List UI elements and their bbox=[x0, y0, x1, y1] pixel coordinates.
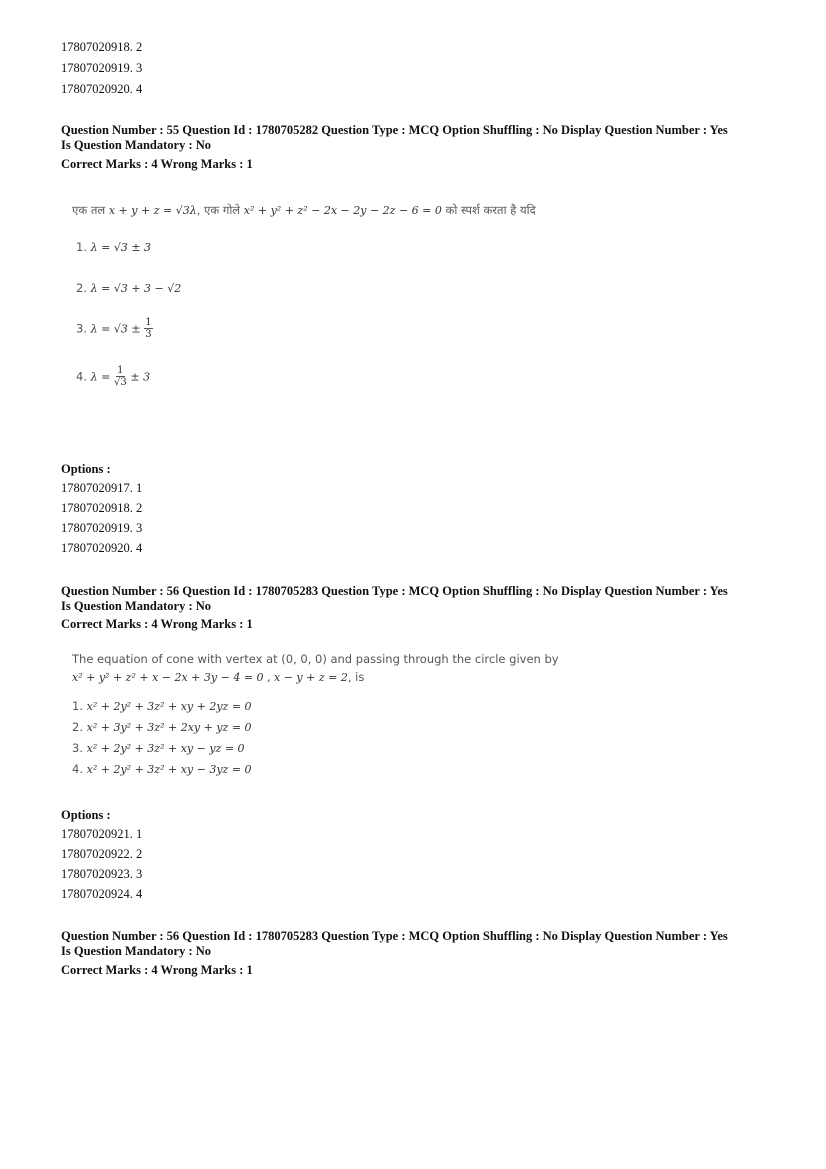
choice-number: 4. bbox=[72, 762, 83, 776]
choice-3 bbox=[72, 738, 559, 759]
fraction-denominator: √3 bbox=[113, 377, 127, 388]
question-56-image bbox=[72, 652, 559, 780]
question-text-line1: The equation of cone with vertex at (0, 0, 0) and passing through the circle given by bbox=[72, 652, 559, 666]
choice-text: λ = bbox=[90, 370, 111, 384]
choice-text: x² + 2y² + 3z² + xy − 3yz = 0 bbox=[86, 763, 252, 776]
choice-number: 3. bbox=[76, 321, 87, 336]
fraction-denominator: 3 bbox=[145, 329, 152, 340]
question-header-line1: Question Number : 56 Question Id : 1780705283 Question Type : MCQ Option Shuffling : No Display Question Number : Yes bbox=[61, 929, 728, 943]
fraction bbox=[114, 365, 127, 389]
choice-4 bbox=[72, 759, 559, 780]
circle-equation: x² + y² + z² + x − 2x + 3y − 4 = 0 , x − y + z = 2 bbox=[72, 671, 348, 684]
choice-2 bbox=[72, 717, 559, 738]
choice-number: 1. bbox=[72, 699, 83, 713]
question-text bbox=[72, 203, 536, 218]
question-text-mid: , एक गोले bbox=[196, 203, 241, 217]
option-line: 17807020918. 2 bbox=[61, 40, 143, 54]
choice-text: x² + 2y² + 3z² + xy + 2yz = 0 bbox=[86, 700, 252, 713]
question-mandatory: Is Question Mandatory : No bbox=[61, 944, 212, 958]
choice-text-post: ± 3 bbox=[130, 370, 151, 384]
choice-number: 2. bbox=[72, 720, 83, 734]
option-line: 17807020922. 2 bbox=[61, 847, 143, 861]
question-text-suffix: को स्पर्श करता है यदि bbox=[445, 203, 536, 217]
question-marks: Correct Marks : 4 Wrong Marks : 1 bbox=[61, 617, 253, 631]
choice-text: x² + 3y² + 3z² + 2xy + yz = 0 bbox=[86, 721, 252, 734]
choice-1 bbox=[72, 696, 559, 717]
question-56b-header bbox=[61, 929, 781, 959]
choice-text: λ = √3 ± bbox=[90, 322, 141, 336]
question-55-header bbox=[61, 123, 781, 153]
choice-4 bbox=[76, 365, 150, 389]
options-label: Options : bbox=[61, 462, 111, 476]
option-line: 17807020918. 2 bbox=[61, 501, 143, 515]
choice-number: 3. bbox=[72, 741, 83, 755]
question-text-line2 bbox=[72, 670, 559, 684]
fraction bbox=[144, 317, 152, 341]
choice-3 bbox=[76, 317, 153, 341]
option-line: 17807020917. 1 bbox=[61, 481, 143, 495]
sphere-equation: x² + y² + z² − 2x − 2y − 2z − 6 = 0 bbox=[243, 204, 442, 217]
question-mandatory: Is Question Mandatory : No bbox=[61, 599, 212, 613]
option-line: 17807020920. 4 bbox=[61, 82, 143, 96]
choice-text: λ = √3 + 3 − √2 bbox=[90, 282, 182, 295]
question-marks: Correct Marks : 4 Wrong Marks : 1 bbox=[61, 963, 253, 977]
question-text-prefix: एक तल bbox=[72, 203, 106, 217]
options-label: Options : bbox=[61, 808, 111, 822]
option-line: 17807020920. 4 bbox=[61, 541, 143, 555]
plane-equation: x + y + z = √3λ bbox=[108, 204, 197, 217]
choice-number: 1. bbox=[76, 240, 87, 254]
fraction-numerator: 1 bbox=[117, 365, 124, 376]
choice-list bbox=[72, 696, 559, 780]
question-marks: Correct Marks : 4 Wrong Marks : 1 bbox=[61, 157, 253, 171]
choice-text: x² + 2y² + 3z² + xy − yz = 0 bbox=[86, 742, 245, 755]
question-56-header bbox=[61, 584, 781, 614]
choice-number: 2. bbox=[76, 281, 87, 295]
choice-2 bbox=[76, 281, 181, 295]
fraction-numerator: 1 bbox=[145, 317, 152, 328]
option-line: 17807020919. 3 bbox=[61, 61, 143, 75]
option-line: 17807020923. 3 bbox=[61, 867, 143, 881]
option-line: 17807020924. 4 bbox=[61, 887, 143, 901]
question-text-suffix: , is bbox=[347, 670, 365, 684]
choice-text: λ = √3 ± 3 bbox=[90, 241, 152, 254]
question-55-image bbox=[72, 203, 536, 388]
question-mandatory: Is Question Mandatory : No bbox=[61, 138, 212, 152]
question-header-line1: Question Number : 56 Question Id : 1780705283 Question Type : MCQ Option Shuffling : No Display Question Number : Yes bbox=[61, 584, 728, 598]
option-line: 17807020921. 1 bbox=[61, 827, 143, 841]
question-header-line1: Question Number : 55 Question Id : 1780705282 Question Type : MCQ Option Shuffling : No Display Question Number : Yes bbox=[61, 123, 728, 137]
choice-number: 4. bbox=[76, 369, 87, 384]
choice-1 bbox=[76, 240, 151, 254]
option-line: 17807020919. 3 bbox=[61, 521, 143, 535]
